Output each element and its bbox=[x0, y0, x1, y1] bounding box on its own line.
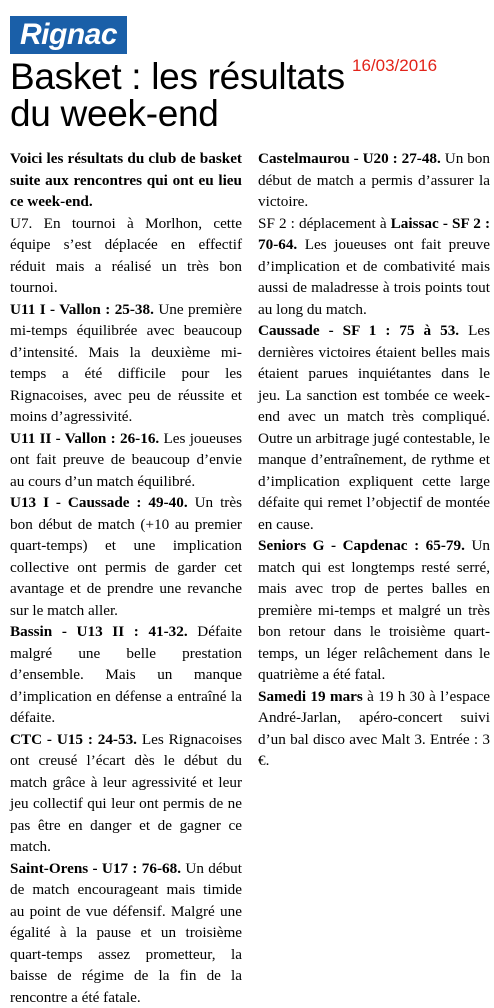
result-text: Une première mi-temps équilibrée avec beaucoup d’intensité. Mais la deuxième mi-temps a été difficile pour les Rignacoises, avec peu de réussite et moins d’agressivité. bbox=[10, 301, 242, 426]
result-text: En tournoi à Morlhon, cette équipe s’est déplacée en effectif réduit mais a réalisé un très bon tournoi. bbox=[10, 215, 242, 297]
result-heading: Bassin - U13 II : 41-32. bbox=[10, 623, 188, 640]
article-header bbox=[0, 0, 494, 150]
result-paragraph bbox=[258, 213, 490, 321]
result-paragraph bbox=[10, 492, 242, 621]
result-paragraph bbox=[10, 858, 242, 1008]
result-heading: U13 I - Caussade : 49-40. bbox=[10, 494, 188, 511]
result-heading: Laissac - SF 2 : 70-64. bbox=[258, 215, 490, 254]
article-title: Basket : les résultats du week-end bbox=[10, 58, 350, 132]
result-heading: Saint-Orens - U17 : 76-68. bbox=[10, 860, 181, 877]
event-text: à 19 h 30 à l’espace André-Jarlan, apéro-concert suivi d’un bal disco avec Malt 3. Entrée : 3 €. bbox=[258, 688, 490, 770]
result-heading: CTC - U15 : 24-53. bbox=[10, 731, 137, 748]
result-paragraph bbox=[10, 213, 242, 299]
result-text: Un très bon début de match (+10 au premier quart-temps) et une implication collective ont permis de garder cet avantage et de prendre une revanche sur le match aller. bbox=[10, 494, 242, 619]
result-paragraph bbox=[258, 535, 490, 686]
result-heading: Seniors G - Capdenac : 65-79. bbox=[258, 537, 465, 554]
result-text: Les joueuses ont fait preuve de beaucoup d’envie au cours d’un match équilibré. bbox=[10, 430, 242, 490]
result-heading: Caussade - SF 1 : 75 à 53. bbox=[258, 322, 459, 339]
result-paragraph bbox=[10, 729, 242, 858]
result-text: Les joueuses ont fait preuve d’implication et de combativité mais aussi de maladresse à trois points tout au long du match. bbox=[258, 236, 490, 318]
section-tag: Rignac bbox=[10, 16, 127, 54]
result-paragraph bbox=[10, 299, 242, 428]
result-paragraph bbox=[258, 320, 490, 535]
result-heading: U7. bbox=[10, 215, 32, 232]
result-paragraph bbox=[10, 621, 242, 729]
result-text: Un bon début de match a permis d’assurer la victoire. bbox=[258, 150, 490, 210]
event-date: Samedi 19 mars bbox=[258, 688, 363, 705]
publication-date: 16/03/2016 bbox=[352, 56, 437, 76]
result-text: Un début de match encourageant mais timide au point de vue défensif. Malgré une égalité à la pause et un troisième quart-temps assez prometteur, la baisse de régime de la fin de la rencontre a été fatale. bbox=[10, 860, 242, 1006]
result-text: Les Rignacoises ont creusé l’écart dès le début du match grâce à leur agressivité et leur jeu collectif qui leur ont permis de ne pas être en danger et de gagner ce match. bbox=[10, 731, 242, 856]
article-intro: Voici les résultats du club de basket suite aux rencontres qui ont eu lieu ce week-end. bbox=[10, 148, 242, 213]
result-paragraph bbox=[258, 148, 490, 213]
result-heading: Castelmaurou - U20 : 27-48. bbox=[258, 150, 441, 167]
result-paragraph bbox=[10, 428, 242, 493]
article-column-left bbox=[10, 148, 242, 1008]
result-text: Les dernières victoires étaient belles mais étaient parues inquiétantes dans le jeu. La sanction est tombée ce week-end avec un match très compliqué. Outre un arbitrage jugé contestable, le manque d’entraînement, de rythme et d’implication expliquent cette large défaite qui remet l’objectif de montée en cause. bbox=[258, 322, 490, 533]
result-text: SF 2 : déplacement à bbox=[258, 215, 391, 232]
result-heading: U11 I - Vallon : 25-38. bbox=[10, 301, 154, 318]
result-heading: U11 II - Vallon : 26-16. bbox=[10, 430, 159, 447]
article-column-right bbox=[258, 148, 490, 772]
event-announcement bbox=[258, 686, 490, 772]
result-text: Un match qui est longtemps resté serré, mais avec trop de pertes balles en première mi-temps et malgré un très bon retour dans le troisième quart-temps, un léger relâchement dans le quatrième a été fatal. bbox=[258, 537, 490, 683]
result-text: Défaite malgré une belle prestation d’ensemble. Mais un manque d’implication en défense a entraîné la défaite. bbox=[10, 623, 242, 726]
